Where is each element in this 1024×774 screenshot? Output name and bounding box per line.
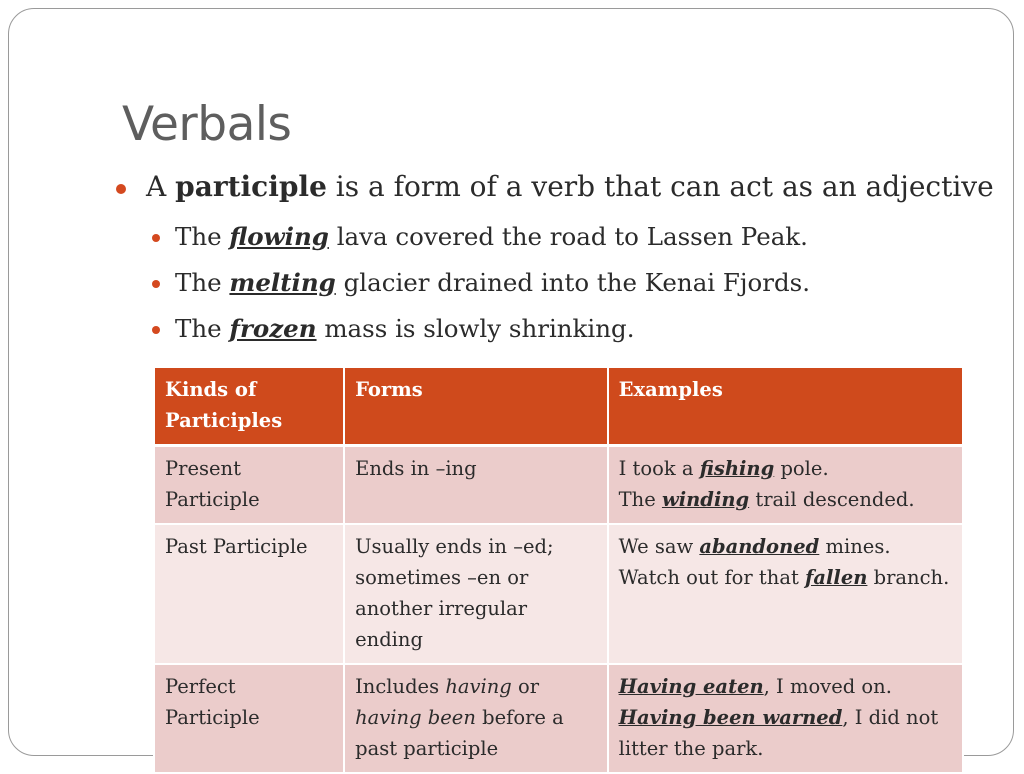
sub-bullet-suffix: lava covered the road to Lassen Peak. (328, 222, 808, 251)
example-line (619, 453, 952, 484)
example-line (619, 531, 952, 562)
sub-bullet (175, 268, 810, 297)
slide-title: Verbals (122, 97, 292, 152)
form-italic-having-been: having been (355, 706, 476, 729)
table-row (154, 446, 963, 525)
main-bullet-suffix: is a form of a verb that can act as an adjective (326, 170, 994, 203)
sub-bullet-suffix: glacier drained into the Kenai Fjords. (335, 268, 811, 297)
kind-cell: Present Participle (154, 446, 344, 525)
form-text: Ends in –ing (355, 457, 477, 480)
column-header-kinds: Kinds of Participles (154, 367, 344, 446)
table-row (154, 664, 963, 773)
example-pre: The (618, 488, 662, 511)
sub-bullet-prefix: The (175, 222, 230, 251)
sub-bullet-participle: melting (229, 268, 336, 297)
example-line (619, 484, 952, 515)
sub-bullet (175, 222, 808, 251)
form-cell (344, 524, 608, 664)
sub-bullet-participle: frozen (229, 314, 317, 343)
example-participle: fishing (699, 457, 775, 480)
form-italic-having: having (445, 675, 512, 698)
main-bullet-prefix: A (146, 170, 176, 203)
example-post: trail descended. (749, 488, 915, 511)
sub-bullet-prefix: The (175, 314, 230, 343)
example-line (619, 562, 952, 593)
bullet-icon (116, 184, 126, 194)
sub-bullet-icon (152, 234, 160, 242)
example-post: mines. (819, 535, 891, 558)
example-post: , I moved on. (763, 675, 892, 698)
main-bullet (146, 170, 994, 203)
example-participle: fallen (804, 566, 868, 589)
form-cell (344, 446, 608, 525)
example-pre: I took a (618, 457, 700, 480)
form-text: Includes (355, 675, 446, 698)
column-header-forms: Forms (344, 367, 608, 446)
example-participle: abandoned (699, 535, 820, 558)
form-cell (344, 664, 608, 773)
example-participle: Having been warned (618, 706, 843, 729)
form-text-end: before a past participle (355, 706, 564, 760)
sub-bullet (175, 314, 635, 343)
examples-cell (608, 524, 963, 664)
sub-bullet-prefix: The (175, 268, 230, 297)
sub-bullet-icon (152, 280, 160, 288)
example-post: branch. (867, 566, 950, 589)
column-header-examples: Examples (608, 367, 963, 446)
example-participle: Having eaten (618, 675, 764, 698)
examples-cell (608, 446, 963, 525)
table-row (154, 524, 963, 664)
table-header-row (154, 367, 963, 446)
sub-bullet-suffix: mass is slowly shrinking. (316, 314, 635, 343)
form-text-or: or (511, 675, 540, 698)
kind-cell: Past Participle (154, 524, 344, 664)
example-pre: Watch out for that (618, 566, 805, 589)
example-line (619, 671, 952, 702)
main-bullet-term: participle (175, 170, 327, 203)
kind-cell: Perfect Participle (154, 664, 344, 773)
sub-bullet-icon (152, 326, 160, 334)
example-post: , I did not litter the park. (618, 706, 939, 760)
participles-table (153, 366, 964, 774)
example-pre: We saw (618, 535, 700, 558)
example-post: pole. (774, 457, 829, 480)
example-participle: winding (661, 488, 750, 511)
examples-cell (608, 664, 963, 773)
example-line (619, 702, 952, 764)
sub-bullet-participle: flowing (229, 222, 329, 251)
form-text: Usually ends in –ed; sometimes –en or another irregular ending (355, 535, 554, 651)
